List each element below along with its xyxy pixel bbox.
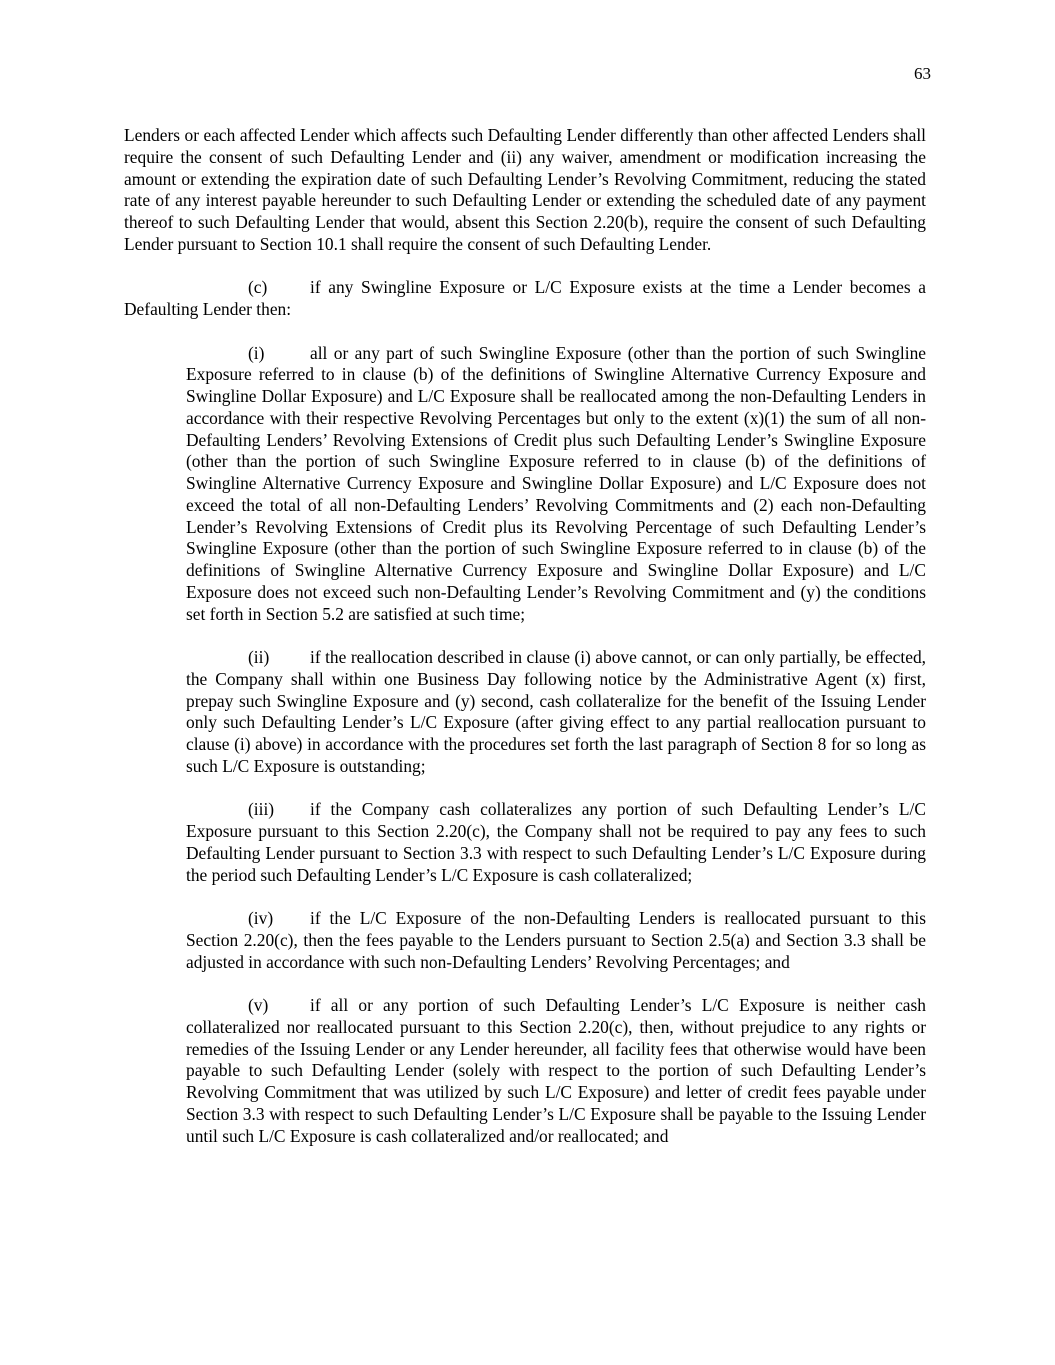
clause-v-text: if all or any portion of such Defaulting Lender’s L/C Exposure is neither cash collateralized nor reallocated pursuant to this Section 2.20(c), then, without prejudice to any rights or remedies of the Issuing Lender or any Lender hereunder, all facility fees that otherwise would have been payable to such Defaulting Lender (solely with respect to the portion of such Defaulting Lender’s Revolving Commitment that was utilized by such L/C Exposure) and letter of credit fees payable under Section 3.3 with respect to such Defaulting Lender’s L/C Exposure shall be payable to the Issuing Lender until such L/C Exposure is cash collateralized and/or reallocated; and bbox=[186, 995, 926, 1146]
clause-i-text: all or any part of such Swingline Exposure (other than the portion of such Swingline Exposure referred to in clause (b) of the definitions of Swingline Alternative Currency Exposure and Swingline Dollar Exposure) and L/C Exposure shall be reallocated among the non-Defaulting Lenders in accordance with their respective Revolving Percentages but only to the extent (x)(1) the sum of all non-Defaulting Lenders’ Revolving Extensions of Credit plus such Defaulting Lender’s Swingline Exposure (other than the portion of such Swingline Exposure referred to in clause (b) of the definitions of Swingline Alternative Currency Exposure and Swingline Dollar Exposure) and L/C Exposure does not exceed the total of all non-Defaulting Lenders’ Revolving Commitments and (2) each non-Defaulting Lender’s Revolving Extensions of Credit plus its Revolving Percentage of such Defaulting Lender’s Swingline Exposure (other than the portion of such Swingline Exposure referred to in clause (b) of the definitions of Swingline Alternative Currency Exposure and Swingline Dollar Exposure) and L/C Exposure does not exceed such non-Defaulting Lender’s Revolving Commitment and (y) the conditions set forth in Section 5.2 are satisfied at such time; bbox=[186, 342, 926, 624]
clause-iv-text: if the L/C Exposure of the non-Defaulting Lenders is reallocated pursuant to this Section 2.20(c), then the fees payable to the Lenders pursuant to Section 2.5(a) and Section 3.3 shall be adjusted in accordance with such non-Defaulting Lenders’ Revolving Percentages; and bbox=[186, 908, 926, 972]
document-body bbox=[124, 125, 926, 1169]
clause-v-label: (v) bbox=[248, 995, 269, 1015]
clause-iii bbox=[186, 799, 926, 886]
clause-ii bbox=[186, 647, 926, 778]
clause-c-text: if any Swingline Exposure or L/C Exposure exists at the time a Lender becomes a Defaulting Lender then: bbox=[124, 277, 926, 319]
clause-c bbox=[124, 277, 926, 321]
clause-v bbox=[186, 995, 926, 1147]
clause-ii-label: (ii) bbox=[248, 647, 270, 667]
continuation-paragraph: Lenders or each affected Lender which affects such Defaulting Lender differently than other affected Lenders shall require the consent of such Defaulting Lender and (ii) any waiver, amendment or modification increasing the amount or extending the expiration date of such Defaulting Lender’s Revolving Commitment, reducing the stated rate of any interest payable hereunder to such Defaulting Lender or extending the scheduled date of any payment thereof to such Defaulting Lender that would, absent this Section 2.20(b), require the consent of such Defaulting Lender pursuant to Section 10.1 shall require the consent of such Defaulting Lender. bbox=[124, 125, 926, 254]
clause-i-label: (i) bbox=[248, 342, 265, 363]
clause-iii-text: if the Company cash collateralizes any portion of such Defaulting Lender’s L/C Exposure pursuant to this Section 2.20(c), the Company shall not be required to pay any fees to such Defaulting Lender pursuant to Section 3.3 with respect to such Defaulting Lender’s L/C Exposure during the period such Defaulting Lender’s L/C Exposure is cash collateralized; bbox=[186, 799, 926, 885]
clause-i bbox=[186, 343, 926, 626]
clause-ii-text: if the reallocation described in clause (i) above cannot, or can only partially, be effected, the Company shall within one Business Day following notice by the Administrative Agent (x) first, prepay such Swingline Exposure and (y) second, cash collateralize for the benefit of the Issuing Lender only such Defaulting Lender’s L/C Exposure (after giving effect to any partial reallocation pursuant to clause (i) above) in accordance with the procedures set forth the last paragraph of Section 8 for so long as such L/C Exposure is outstanding; bbox=[186, 647, 926, 776]
clause-iv bbox=[186, 908, 926, 973]
clause-c-label: (c) bbox=[248, 277, 268, 298]
clause-iii-label: (iii) bbox=[248, 799, 275, 820]
clause-iv-label: (iv) bbox=[248, 908, 274, 928]
page-number: 63 bbox=[914, 64, 931, 83]
